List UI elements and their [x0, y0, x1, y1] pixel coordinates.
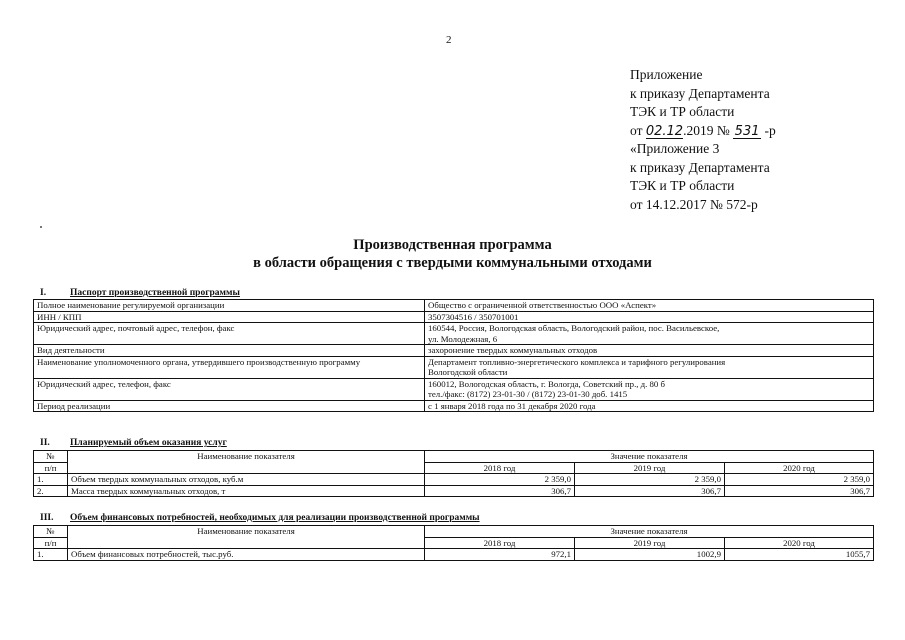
- row-value-2019: 306,7: [575, 485, 725, 497]
- title-line: в области обращения с твердыми коммунальными отходами: [253, 255, 652, 271]
- section-1-heading: [40, 288, 240, 298]
- section-2-heading: [40, 438, 227, 448]
- appendix-block: [630, 66, 776, 214]
- row-value: [425, 378, 874, 400]
- header-num: №: [34, 526, 68, 538]
- handwritten-order-number: 531: [734, 123, 760, 139]
- page-number: 2: [446, 34, 452, 46]
- row-value-2018: 972,1: [425, 549, 575, 561]
- value-line: 160544, Россия, Вологодская область, Вологодский район, пос. Васильевское,: [428, 323, 720, 333]
- value-line: 160012, Вологодская область, г. Вологда, Советский пр., д. 80 б: [428, 378, 666, 389]
- row-label: Наименование уполномоченного органа, утвердившего производственную программу: [34, 356, 425, 378]
- appendix-line: Приложение: [630, 67, 703, 82]
- services-volume-table: [33, 450, 874, 497]
- row-name: Объем твердых коммунальных отходов, куб.м: [68, 474, 425, 486]
- appendix-line: «Приложение 3: [630, 141, 720, 156]
- header-year: 2018 год: [425, 462, 575, 474]
- table-row: [34, 474, 874, 486]
- row-value: [425, 323, 874, 345]
- table-row: [34, 549, 874, 561]
- order-suffix: -р: [764, 122, 776, 138]
- table-row: [34, 485, 874, 497]
- header-num-sub: п/п: [34, 462, 68, 474]
- passport-table: [33, 299, 874, 412]
- row-num: 2.: [34, 485, 68, 497]
- table-row: [34, 300, 874, 312]
- row-label: Юридический адрес, почтовый адрес, телефон, факс: [34, 323, 425, 345]
- order-year: .2019 №: [683, 122, 730, 138]
- row-label: Вид деятельности: [34, 345, 425, 357]
- header-name: Наименование показателя: [68, 526, 425, 549]
- section-title: Паспорт производственной программы: [70, 288, 240, 298]
- row-name: Масса твердых коммунальных отходов, т: [68, 485, 425, 497]
- table-header-row: [34, 526, 874, 538]
- row-num: 1.: [34, 549, 68, 561]
- table-row: [34, 311, 874, 323]
- document-title: [0, 236, 905, 272]
- header-year: 2018 год: [425, 537, 575, 549]
- table-header-row: [34, 451, 874, 463]
- scan-speck: [40, 226, 42, 228]
- header-year: 2019 год: [575, 462, 725, 474]
- section-number: I.: [40, 288, 47, 298]
- financial-needs-table: [33, 525, 874, 561]
- appendix-order-line: [630, 122, 776, 141]
- header-name: Наименование показателя: [68, 451, 425, 474]
- row-value-2018: 2 359,0: [425, 474, 575, 486]
- row-value: с 1 января 2018 года по 31 декабря 2020 года: [425, 400, 874, 412]
- appendix-line: к приказу Департамента: [630, 159, 770, 175]
- value-line: Вологодской области: [428, 367, 508, 377]
- section-number: III.: [40, 513, 54, 523]
- appendix-line: ТЭК и ТР области: [630, 104, 735, 119]
- appendix-line: от 14.12.2017 № 572-р: [630, 196, 758, 212]
- table-row: [34, 345, 874, 357]
- table-row: [34, 323, 874, 345]
- header-year: 2019 год: [575, 537, 725, 549]
- row-value: захоронение твердых коммунальных отходов: [425, 345, 874, 357]
- appendix-line: ТЭК и ТР области: [630, 178, 735, 193]
- value-line: Департамент топливно-энергетического комплекса и тарифного регулирования: [428, 356, 726, 367]
- table-row: [34, 356, 874, 378]
- section-3-heading: [40, 513, 480, 523]
- row-label: Полное наименование регулируемой организации: [34, 300, 425, 312]
- row-value: 3507304516 / 350701001: [425, 311, 874, 323]
- order-prefix: от: [630, 122, 643, 138]
- row-label: Период реализации: [34, 400, 425, 412]
- row-num: 1.: [34, 474, 68, 486]
- section-title: Объем финансовых потребностей, необходимых для реализации производственной программы: [70, 513, 480, 523]
- table-row: [34, 378, 874, 400]
- row-value-2020: 306,7: [725, 485, 874, 497]
- row-value-2019: 2 359,0: [575, 474, 725, 486]
- row-value-2018: 306,7: [425, 485, 575, 497]
- appendix-line: к приказу Департамента: [630, 85, 770, 101]
- header-num: №: [34, 451, 68, 463]
- section-number: II.: [40, 438, 50, 448]
- header-value: Значение показателя: [425, 451, 874, 463]
- row-value-2020: 1055,7: [725, 549, 874, 561]
- handwritten-date: 02.12: [645, 123, 684, 139]
- value-line: ул. Молодежная, 6: [428, 333, 498, 344]
- row-label: ИНН / КПП: [34, 311, 425, 323]
- row-value-2020: 2 359,0: [725, 474, 874, 486]
- header-year: 2020 год: [725, 462, 874, 474]
- row-value: Общество с ограниченной ответственностью ООО «Аспект»: [425, 300, 874, 312]
- row-label: Юридический адрес, телефон, факс: [34, 378, 425, 400]
- header-value: Значение показателя: [425, 526, 874, 538]
- row-value: [425, 356, 874, 378]
- header-year: 2020 год: [725, 537, 874, 549]
- row-name: Объем финансовых потребностей, тыс.руб.: [68, 549, 425, 561]
- value-line: тел./факс: (8172) 23-01-30 / (8172) 23-01-30 доб. 1415: [428, 389, 628, 399]
- header-num-sub: п/п: [34, 537, 68, 549]
- title-line: Производственная программа: [353, 237, 552, 253]
- table-row: [34, 400, 874, 412]
- section-title: Планируемый объем оказания услуг: [70, 438, 227, 448]
- row-value-2019: 1002,9: [575, 549, 725, 561]
